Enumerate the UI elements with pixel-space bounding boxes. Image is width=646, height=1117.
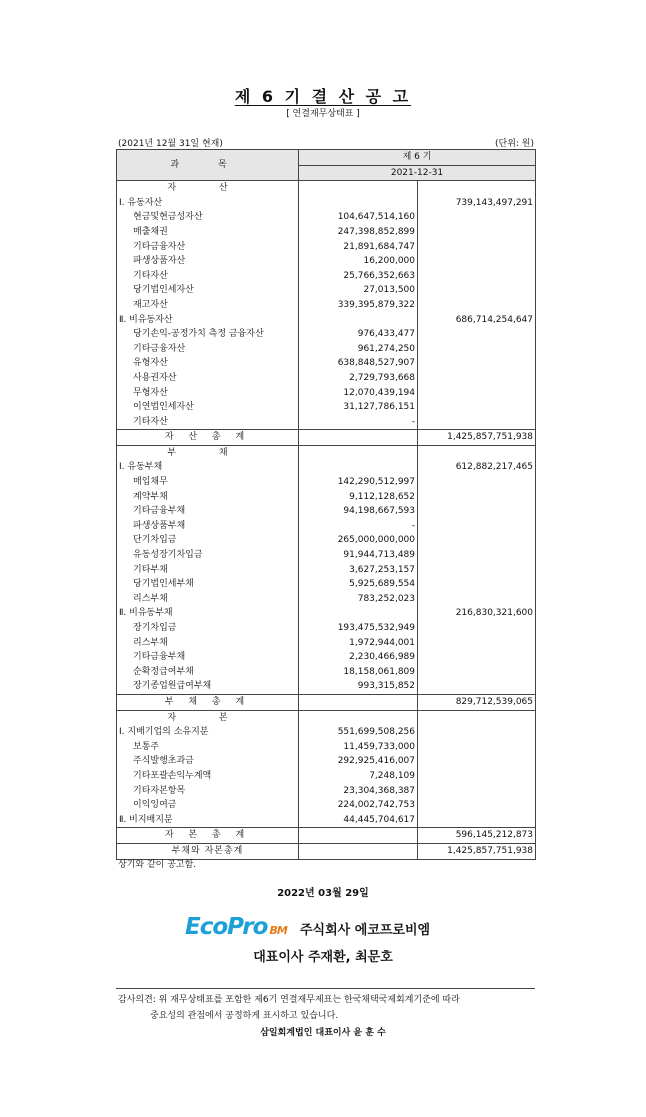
row-amount: -: [299, 415, 418, 430]
row-label: 이연법인세자산: [117, 400, 299, 415]
row-label: 매출채권: [117, 225, 299, 240]
row-subtotal: [418, 225, 536, 240]
row-amount: [299, 313, 418, 328]
row-amount: 91,944,713,489: [299, 548, 418, 563]
row-subtotal: [418, 298, 536, 313]
column-header-date: 2021-12-31: [299, 165, 536, 181]
row-amount: [299, 181, 418, 196]
table-row: [117, 269, 536, 284]
balance-sheet-table: [116, 149, 536, 860]
row-label: 자 산: [117, 181, 299, 196]
row-label: Ⅰ. 지배기업의 소유지분: [117, 725, 299, 740]
row-amount: 12,070,439,194: [299, 386, 418, 401]
balance-sheet-body: [117, 181, 536, 859]
table-row: [117, 798, 536, 813]
row-amount: 5,925,689,554: [299, 577, 418, 592]
row-amount: [299, 606, 418, 621]
row-subtotal: [418, 283, 536, 298]
table-row: [117, 519, 536, 534]
row-label: 기타금융자산: [117, 240, 299, 255]
row-subtotal: [418, 490, 536, 505]
table-row: [117, 386, 536, 401]
row-amount: [299, 694, 418, 710]
row-subtotal: [418, 533, 536, 548]
row-amount: 18,158,061,809: [299, 665, 418, 680]
table-row: [117, 710, 536, 725]
row-amount: 142,290,512,997: [299, 475, 418, 490]
row-amount: 247,398,852,899: [299, 225, 418, 240]
row-subtotal: [418, 621, 536, 636]
row-amount: 193,475,532,949: [299, 621, 418, 636]
row-label: 사용권자산: [117, 371, 299, 386]
row-label: 주식발행초과금: [117, 754, 299, 769]
row-subtotal: [418, 475, 536, 490]
row-subtotal: [418, 371, 536, 386]
row-amount: 993,315,852: [299, 679, 418, 694]
table-row: [117, 679, 536, 694]
table-row: [117, 563, 536, 578]
row-subtotal: [418, 415, 536, 430]
table-row: [117, 725, 536, 740]
row-label: 기타금융부채: [117, 650, 299, 665]
row-amount: 31,127,786,151: [299, 400, 418, 415]
row-subtotal: [418, 548, 536, 563]
row-label: Ⅱ. 비유동자산: [117, 313, 299, 328]
row-amount: 339,395,879,322: [299, 298, 418, 313]
column-header-subject: 과 목: [117, 150, 299, 181]
as-of-date: (2021년 12월 31일 현재): [118, 139, 223, 149]
row-label: 자 본 총 계: [117, 828, 299, 844]
row-amount: 104,647,514,160: [299, 210, 418, 225]
row-label: Ⅱ. 비지배지분: [117, 813, 299, 828]
row-amount: 551,699,508,256: [299, 725, 418, 740]
row-label: Ⅱ. 비유동부채: [117, 606, 299, 621]
row-label: 재고자산: [117, 298, 299, 313]
row-label: 기타부채: [117, 563, 299, 578]
row-label: 부 채: [117, 445, 299, 460]
row-subtotal: [418, 181, 536, 196]
row-label: 자 본: [117, 710, 299, 725]
row-amount: [299, 843, 418, 859]
row-subtotal: [418, 519, 536, 534]
table-row: [117, 577, 536, 592]
auditor-signature: 삼일회계법인 대표이사 윤 훈 수: [260, 1028, 386, 1038]
table-row: [117, 254, 536, 269]
table-row: [117, 636, 536, 651]
row-label: Ⅰ. 유동자산: [117, 196, 299, 211]
row-subtotal: [418, 356, 536, 371]
row-label: 계약부채: [117, 490, 299, 505]
row-amount: 25,766,352,663: [299, 269, 418, 284]
row-subtotal: [418, 327, 536, 342]
table-row: [117, 371, 536, 386]
row-label: 기타자산: [117, 415, 299, 430]
row-subtotal: [418, 445, 536, 460]
row-subtotal: [418, 740, 536, 755]
row-subtotal: [418, 210, 536, 225]
row-subtotal: [418, 342, 536, 357]
row-amount: 7,248,109: [299, 769, 418, 784]
row-amount: [299, 828, 418, 844]
row-amount: 27,013,500: [299, 283, 418, 298]
table-row: [117, 342, 536, 357]
row-subtotal: 829,712,539,065: [418, 694, 536, 710]
row-amount: [299, 445, 418, 460]
row-amount: 976,433,477: [299, 327, 418, 342]
row-subtotal: [418, 725, 536, 740]
row-label: 부채와 자본총계: [117, 843, 299, 859]
row-amount: 9,112,128,652: [299, 490, 418, 505]
row-label: 매입채무: [117, 475, 299, 490]
table-row: [117, 754, 536, 769]
row-subtotal: [418, 650, 536, 665]
row-amount: [299, 430, 418, 446]
table-row: [117, 606, 536, 621]
row-subtotal: [418, 400, 536, 415]
row-label: 당기법인세부채: [117, 577, 299, 592]
row-subtotal: [418, 813, 536, 828]
row-label: 유동성장기차입금: [117, 548, 299, 563]
row-subtotal: [418, 665, 536, 680]
row-label: 기타포괄손익누계액: [117, 769, 299, 784]
table-row: [117, 225, 536, 240]
table-row: [117, 460, 536, 475]
row-amount: 3,627,253,157: [299, 563, 418, 578]
row-label: 파생상품자산: [117, 254, 299, 269]
row-subtotal: 596,145,212,873: [418, 828, 536, 844]
audit-opinion-line2: 중요성의 관점에서 공정하게 표시하고 있습니다.: [150, 1011, 339, 1021]
row-subtotal: 216,830,321,600: [418, 606, 536, 621]
ceo-names: 대표이사 주재환, 최문호: [253, 950, 393, 965]
row-amount: 292,925,416,007: [299, 754, 418, 769]
audit-opinion-line1: 감사의견: 위 재무상태표를 포함한 제6기 연결재무제표는 한국채택국제회계기준에 따라: [118, 995, 460, 1005]
row-label: 장기종업원급여부채: [117, 679, 299, 694]
table-row: [117, 356, 536, 371]
table-row: [117, 784, 536, 799]
row-amount: 21,891,684,747: [299, 240, 418, 255]
notice-statement: 상기와 같이 공고함.: [118, 860, 197, 870]
table-row: [117, 327, 536, 342]
row-label: 순확정급여부채: [117, 665, 299, 680]
column-header-period: 제 6 기: [299, 150, 536, 166]
row-amount: 11,459,733,000: [299, 740, 418, 755]
row-subtotal: [418, 254, 536, 269]
table-row: [117, 240, 536, 255]
row-amount: -: [299, 519, 418, 534]
row-subtotal: [418, 769, 536, 784]
row-subtotal: [418, 710, 536, 725]
table-row: [117, 548, 536, 563]
row-label: 현금및현금성자산: [117, 210, 299, 225]
row-label: 장기차입금: [117, 621, 299, 636]
row-label: 당기법인세자산: [117, 283, 299, 298]
table-row: [117, 181, 536, 196]
statement-subtitle: [ 연결재무상태표 ]: [286, 109, 360, 119]
row-subtotal: [418, 592, 536, 607]
row-label: 유형자산: [117, 356, 299, 371]
row-subtotal: 612,882,217,465: [418, 460, 536, 475]
row-amount: [299, 710, 418, 725]
table-row: [117, 694, 536, 710]
divider: [116, 988, 535, 989]
table-row: [117, 313, 536, 328]
row-subtotal: [418, 563, 536, 578]
table-row: [117, 533, 536, 548]
table-row: [117, 210, 536, 225]
row-amount: 2,230,466,989: [299, 650, 418, 665]
row-amount: [299, 196, 418, 211]
row-subtotal: [418, 636, 536, 651]
table-row: [117, 400, 536, 415]
row-amount: 783,252,023: [299, 592, 418, 607]
table-row: [117, 298, 536, 313]
row-subtotal: [418, 504, 536, 519]
company-name: 주식회사 에코프로비엠: [300, 923, 431, 938]
row-subtotal: [418, 784, 536, 799]
row-amount: 2,729,793,668: [299, 371, 418, 386]
row-amount: 224,002,742,753: [299, 798, 418, 813]
row-subtotal: [418, 240, 536, 255]
table-row: [117, 592, 536, 607]
ecoprobm-logo: EcoPro BM: [185, 914, 287, 940]
row-subtotal: [418, 577, 536, 592]
row-label: 이익잉여금: [117, 798, 299, 813]
table-row: [117, 504, 536, 519]
row-amount: 1,972,944,001: [299, 636, 418, 651]
row-amount: 16,200,000: [299, 254, 418, 269]
row-label: 당기손익-공정가치 측정 금융자산: [117, 327, 299, 342]
table-row: [117, 650, 536, 665]
row-amount: 961,274,250: [299, 342, 418, 357]
row-amount: 23,304,368,387: [299, 784, 418, 799]
row-label: 파생상품부채: [117, 519, 299, 534]
table-row: [117, 740, 536, 755]
row-label: 기타자본항목: [117, 784, 299, 799]
table-row: [117, 475, 536, 490]
row-label: Ⅰ. 유동부채: [117, 460, 299, 475]
row-label: 자 산 총 계: [117, 430, 299, 446]
row-amount: 638,848,527,907: [299, 356, 418, 371]
table-row: [117, 828, 536, 844]
row-subtotal: 686,714,254,647: [418, 313, 536, 328]
table-row: [117, 445, 536, 460]
table-row: [117, 769, 536, 784]
row-subtotal: 1,425,857,751,938: [418, 430, 536, 446]
table-row: [117, 196, 536, 211]
row-subtotal: [418, 754, 536, 769]
table-row: [117, 665, 536, 680]
row-label: 리스부채: [117, 636, 299, 651]
row-amount: 265,000,000,000: [299, 533, 418, 548]
notice-date: 2022년 03월 29일: [277, 888, 369, 899]
row-amount: [299, 460, 418, 475]
row-subtotal: [418, 269, 536, 284]
row-label: 부 채 총 계: [117, 694, 299, 710]
row-amount: 44,445,704,617: [299, 813, 418, 828]
row-subtotal: [418, 679, 536, 694]
row-label: 기타금융자산: [117, 342, 299, 357]
row-label: 기타금융부채: [117, 504, 299, 519]
row-subtotal: [418, 798, 536, 813]
row-label: 리스부채: [117, 592, 299, 607]
table-row: [117, 430, 536, 446]
row-label: 보통주: [117, 740, 299, 755]
row-subtotal: 1,425,857,751,938: [418, 843, 536, 859]
table-row: [117, 415, 536, 430]
row-subtotal: [418, 386, 536, 401]
table-row: [117, 621, 536, 636]
notice-title: 제 6 기 결 산 공 고: [234, 87, 412, 106]
row-subtotal: 739,143,497,291: [418, 196, 536, 211]
row-amount: 94,198,667,593: [299, 504, 418, 519]
row-label: 단기차입금: [117, 533, 299, 548]
unit-label: (단위: 원): [495, 139, 534, 149]
table-row: [117, 813, 536, 828]
row-label: 기타자산: [117, 269, 299, 284]
row-label: 무형자산: [117, 386, 299, 401]
table-row: [117, 490, 536, 505]
table-row: [117, 283, 536, 298]
